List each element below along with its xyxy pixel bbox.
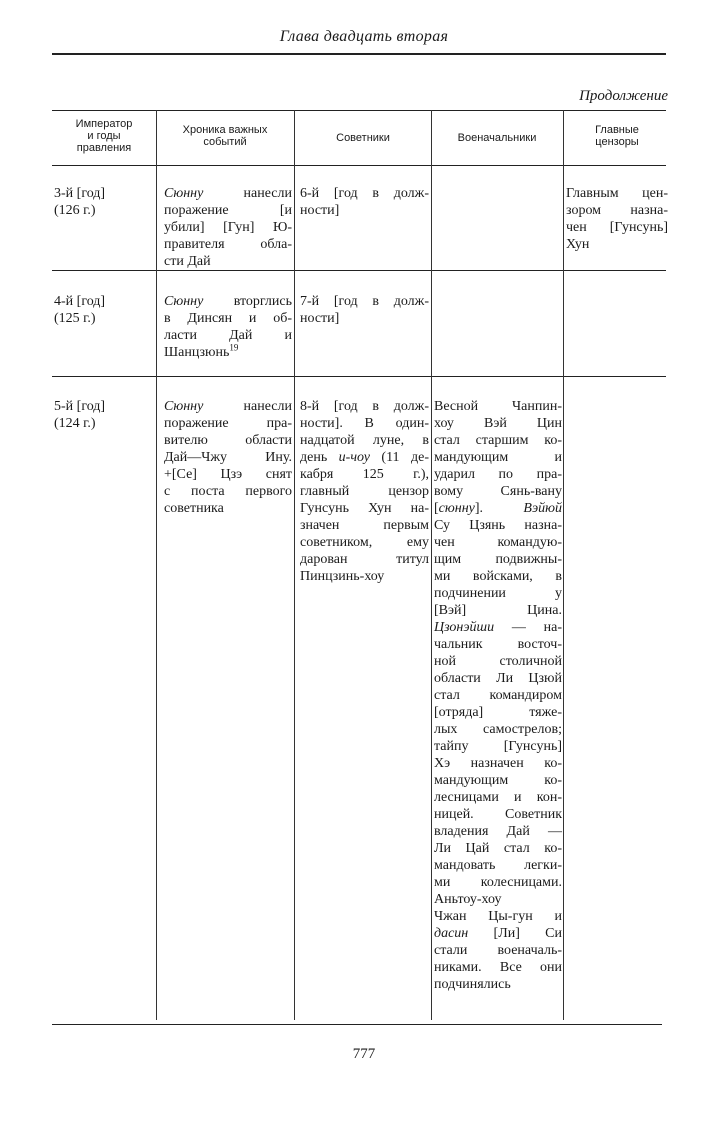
text-run: главный цензор: [300, 484, 429, 499]
italic-term: Вэйюй: [523, 501, 562, 516]
text-run: вторглись: [203, 294, 292, 309]
text-line: [434, 874, 562, 891]
text-run: Пинцзинь-хоу: [300, 569, 385, 584]
page-number: 777: [352, 1046, 376, 1062]
text-line: [164, 236, 292, 253]
text-line: [300, 293, 429, 310]
column-divider-3: [431, 110, 432, 1020]
text-run: [отряда] тяже-: [434, 705, 562, 720]
col-header-emperor-line: правления: [76, 142, 132, 154]
text-run: чен командую-: [434, 535, 562, 550]
text-line: [434, 857, 562, 874]
col-header-censors: [567, 124, 667, 148]
row-3-year: [54, 398, 154, 432]
text-run: кабря 125 г.),: [300, 467, 429, 482]
row-2-year: [54, 293, 154, 327]
text-line: [300, 310, 429, 327]
row-3-events: [164, 398, 292, 517]
text-line: [434, 942, 562, 959]
text-line: [300, 500, 429, 517]
text-line: [434, 670, 562, 687]
text-line: [164, 415, 292, 432]
text-run: тайпу [Гунсунь]: [434, 739, 562, 754]
col-header-censors-line: Главные: [595, 124, 639, 136]
text-run: ности]: [300, 203, 340, 218]
text-line: [164, 449, 292, 466]
text-line: [300, 449, 429, 466]
text-run: с поста первого: [164, 484, 292, 499]
text-line: [164, 219, 292, 236]
row-separator-1: [52, 270, 666, 271]
column-divider-2: [294, 110, 295, 1020]
text-run: поражение [и: [164, 203, 292, 218]
text-run: Хэ назначен ко-: [434, 756, 562, 771]
text-run: Шанцзюнь: [164, 345, 230, 360]
text-run: сти Дай: [164, 254, 211, 269]
col-header-generals-line: Военачальники: [457, 132, 537, 144]
text-run: [Вэй] Цина.: [434, 603, 562, 618]
italic-term: сюнну: [438, 501, 475, 516]
text-line: [434, 602, 562, 619]
row-3-generals: [434, 398, 562, 993]
text-line: [434, 432, 562, 449]
text-line: [434, 517, 562, 534]
text-line: [434, 398, 562, 415]
text-line: [164, 344, 292, 361]
text-line: [434, 738, 562, 755]
text-run: подчинении у: [434, 586, 562, 601]
text-run: подчинялись: [434, 977, 511, 992]
text-line: [434, 908, 562, 925]
text-line: [434, 925, 562, 942]
row-1-censors: [566, 185, 668, 253]
text-run: нанесли: [203, 399, 292, 414]
text-line: [434, 959, 562, 976]
text-line: [434, 619, 562, 636]
text-run: области Ли Цзюй: [434, 671, 562, 686]
text-line: [434, 840, 562, 857]
column-divider-1: [156, 110, 157, 1020]
col-header-advisers: [298, 132, 428, 144]
text-run: Гунсунь Хун на-: [300, 501, 429, 516]
text-run: ницей. Советник: [434, 807, 562, 822]
text-line: [164, 202, 292, 219]
text-line: [434, 806, 562, 823]
text-line: [434, 483, 562, 500]
text-run: чальник восточ-: [434, 637, 562, 652]
text-run: никами. Все они: [434, 960, 562, 975]
text-run: убили] [Гун] Ю-: [164, 220, 292, 235]
footnote-ref: 19: [229, 342, 239, 353]
text-run: Весной Чанпин-: [434, 399, 562, 414]
text-run: 8-й [год в долж-: [300, 399, 429, 414]
text-run: мандовать легки-: [434, 858, 562, 873]
text-run: мандующим и: [434, 450, 562, 465]
col-header-advisers-line: Советники: [336, 132, 390, 144]
text-run: чен [Гунсунь]: [566, 220, 668, 235]
text-run: ми войсками, в: [434, 569, 562, 584]
text-run: правителя обла-: [164, 237, 292, 252]
col-header-events-line: событий: [203, 136, 247, 148]
row-1-events: [164, 185, 292, 270]
row-1-advisers: [300, 185, 429, 219]
text-run: день: [300, 450, 339, 465]
row-3-advisers: [300, 398, 429, 585]
text-run: вителю области: [164, 433, 292, 448]
text-run: ударил по пра-: [434, 467, 562, 482]
text-run: — на-: [494, 620, 562, 635]
text-line: [566, 219, 668, 236]
header-rule: [52, 53, 666, 55]
text-run: владения Дай —: [434, 824, 562, 839]
text-line: [434, 976, 562, 993]
text-line: [434, 534, 562, 551]
italic-term: Сюнну: [164, 399, 204, 414]
text-line: [434, 755, 562, 772]
row-2-advisers: [300, 293, 429, 327]
text-run: нанесли: [203, 186, 292, 201]
text-line: [164, 398, 292, 415]
text-line: [300, 483, 429, 500]
text-run: (11 де-: [369, 450, 429, 465]
text-run: надцатой луне, в: [300, 433, 429, 448]
text-run: Хун: [566, 237, 590, 252]
text-run: мандующим ко-: [434, 773, 562, 788]
col-header-events-line: Хроника важных: [182, 124, 268, 136]
text-line: [434, 568, 562, 585]
text-run: советника: [164, 501, 224, 516]
column-divider-4: [563, 110, 564, 1020]
text-run: Аньтоу-хоу: [434, 892, 502, 907]
text-line: [434, 772, 562, 789]
text-line: [300, 432, 429, 449]
text-run: Су Цзянь назна-: [434, 518, 562, 533]
text-run: дарован титул: [300, 552, 429, 567]
text-line: [164, 500, 292, 517]
col-header-events: [160, 124, 290, 148]
text-run: значен первым: [300, 518, 429, 533]
text-run: Главным цен-: [566, 186, 668, 201]
text-line: [300, 568, 429, 585]
text-line: [164, 185, 292, 202]
text-line: [434, 449, 562, 466]
text-line: [434, 551, 562, 568]
continuation-label: Продолжение: [579, 88, 668, 104]
italic-term: дасин: [434, 926, 469, 941]
text-line: [434, 789, 562, 806]
text-run: ].: [474, 501, 524, 516]
text-run: стал старшим ко-: [434, 433, 562, 448]
text-run: стал командиром: [434, 688, 562, 703]
text-run: 6-й [год в долж-: [300, 186, 429, 201]
text-run: лесницами и кон-: [434, 790, 562, 805]
text-run: поражение пра-: [164, 416, 292, 431]
col-header-censors-line: цензоры: [595, 136, 639, 148]
text-line: [164, 432, 292, 449]
year-line: 3-й [год]: [54, 186, 106, 201]
text-line: [434, 500, 562, 517]
table-top-rule: [52, 110, 666, 111]
text-run: ности]. В один-: [300, 416, 429, 431]
text-line: [434, 687, 562, 704]
text-line: [434, 891, 562, 908]
year-line: (124 г.): [54, 416, 96, 431]
text-run: хоу Вэй Цин: [434, 416, 562, 431]
year-line: 5-й [год]: [54, 399, 106, 414]
text-line: [434, 721, 562, 738]
text-line: [164, 293, 292, 310]
text-run: Ли Цай стал ко-: [434, 841, 562, 856]
text-line: [434, 704, 562, 721]
text-run: стали военачаль-: [434, 943, 562, 958]
year-line: 4-й [год]: [54, 294, 106, 309]
row-2-events: [164, 293, 292, 361]
text-line: [566, 202, 668, 219]
italic-term: Сюнну: [164, 186, 204, 201]
italic-term: Сюнну: [164, 294, 204, 309]
text-line: [434, 636, 562, 653]
row-1-year: [54, 185, 154, 219]
text-run: советником, ему: [300, 535, 429, 550]
col-header-emperor-line: и годы: [87, 130, 121, 142]
row-separator-2: [52, 376, 666, 377]
text-line: [300, 202, 429, 219]
text-run: лых самострелов;: [434, 722, 562, 737]
text-line: [300, 185, 429, 202]
text-line: [300, 534, 429, 551]
text-run: щим подвижны-: [434, 552, 562, 567]
text-line: [164, 466, 292, 483]
col-header-generals: [435, 132, 559, 144]
running-header: Глава двадцать вторая: [279, 28, 449, 45]
text-line: [300, 398, 429, 415]
text-run: [Ли] Си: [468, 926, 562, 941]
text-line: [434, 415, 562, 432]
text-line: [164, 483, 292, 500]
text-run: 7-й [год в долж-: [300, 294, 429, 309]
text-line: [566, 185, 668, 202]
text-run: ласти Дай и: [164, 328, 292, 343]
text-run: вому Сянь-вану: [434, 484, 562, 499]
table-bottom-rule: [52, 1024, 662, 1025]
text-line: [300, 517, 429, 534]
text-run: Чжан Цы-гун и: [434, 909, 562, 924]
text-line: [566, 236, 668, 253]
text-run: зором назна-: [566, 203, 668, 218]
col-header-emperor-line: Император: [75, 118, 133, 130]
text-line: [300, 466, 429, 483]
text-run: Дай—Чжу Ину.: [164, 450, 292, 465]
year-line: (126 г.): [54, 203, 96, 218]
text-run: +[Се] Цзэ снят: [164, 467, 292, 482]
text-run: ности]: [300, 311, 340, 326]
col-header-emperor: [56, 118, 152, 154]
text-line: [164, 253, 292, 270]
text-line: [300, 551, 429, 568]
text-line: [434, 823, 562, 840]
italic-term: и-чоу: [338, 450, 370, 465]
text-line: [164, 327, 292, 344]
table-header-rule: [52, 165, 666, 166]
text-run: ми колесницами.: [434, 875, 562, 890]
text-line: [164, 310, 292, 327]
text-line: [300, 415, 429, 432]
text-run: [: [434, 501, 439, 516]
year-line: (125 г.): [54, 311, 96, 326]
text-line: [434, 466, 562, 483]
text-run: ной столичной: [434, 654, 562, 669]
text-line: [434, 653, 562, 670]
text-line: [434, 585, 562, 602]
text-run: в Динсян и об-: [164, 311, 292, 326]
italic-term: Цзонэйши: [434, 620, 495, 635]
